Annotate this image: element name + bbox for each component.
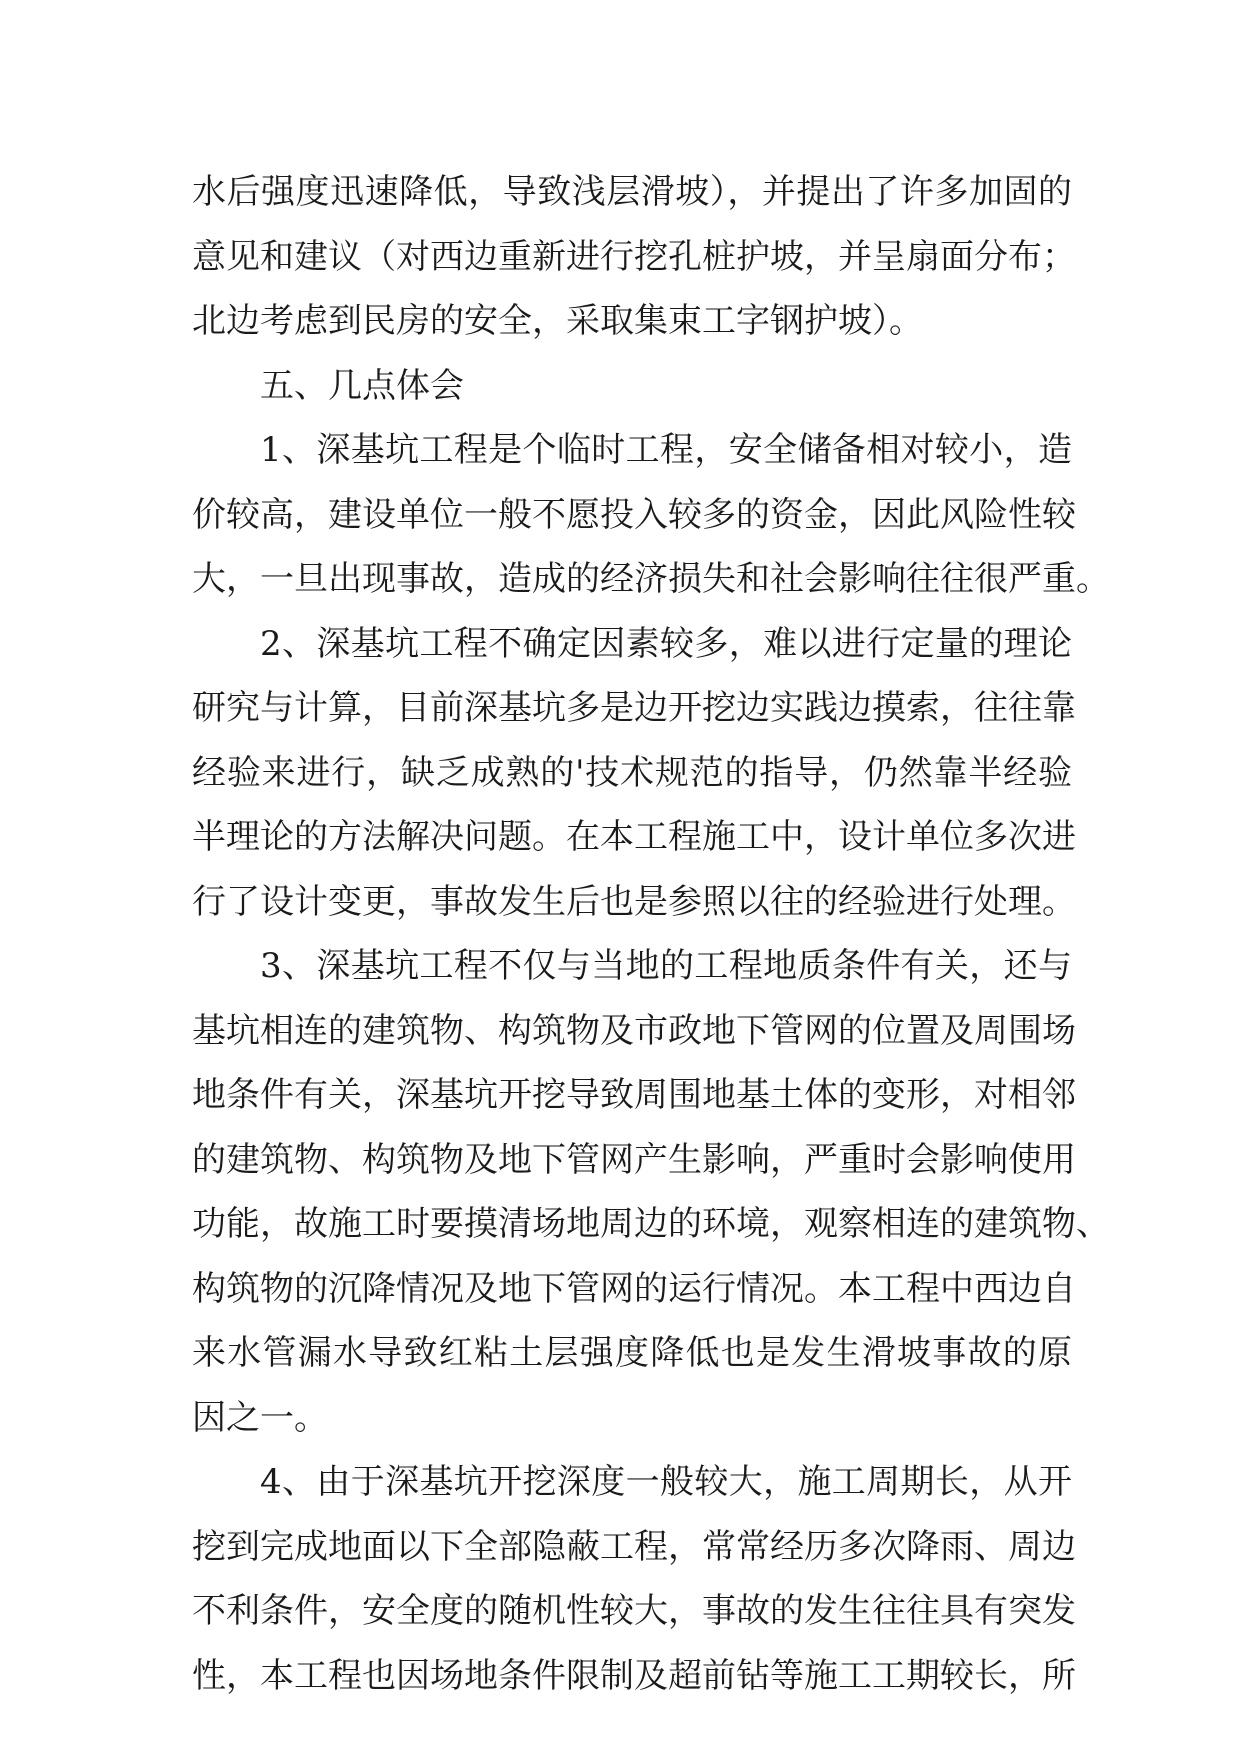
text-line: 2、深基坑工程不确定因素较多，难以进行定量的理论: [260, 623, 1072, 664]
text-line: 北边考虑到民房的安全，采取集束工字钢护坡）。: [192, 301, 923, 341]
text-line: 半理论的方法解决问题。在本工程施工中，设计单位多次进: [192, 817, 1076, 857]
text-line: 功能，故施工时要摸清场地周边的环境，观察相连的建筑物、: [192, 1204, 1110, 1244]
text-line: 挖到完成地面以下全部隐蔽工程，常常经历多次降雨、周边: [192, 1526, 1076, 1567]
text-line: 研究与计算，目前深基坑多是边开挖边实践边摸索，往往靠: [192, 688, 1076, 728]
document-body: [192, 160, 1110, 1708]
text-line: 地条件有关，深基坑开挖导致周围地基土体的变形，对相邻: [192, 1075, 1076, 1115]
text-line: 行了设计变更，事故发生后也是参照以往的经验进行处理。: [192, 881, 1076, 922]
text-line: 水后强度迅速降低，导致浅层滑坡），并提出了许多加固的: [192, 172, 1072, 212]
text-line: 1、深基坑工程是个临时工程，安全储备相对较小，造: [260, 430, 1072, 470]
text-line: 五、几点体会: [260, 365, 464, 406]
text-line: 价较高，建设单位一般不愿投入较多的资金，因此风险性较: [192, 494, 1076, 535]
text-line: 因之一。: [192, 1397, 328, 1438]
text-line: 经验来进行，缺乏成熟的'技术规范的指导，仍然靠半经验: [192, 752, 1072, 793]
text-line: 构筑物的沉降情况及地下管网的运行情况。本工程中西边自: [192, 1268, 1076, 1309]
text-line: 不利条件，安全度的随机性较大，事故的发生往往具有突发: [192, 1591, 1076, 1631]
text-line: 的建筑物、构筑物及地下管网产生影响，严重时会影响使用: [192, 1139, 1076, 1180]
text-line: 性，本工程也因场地条件限制及超前钻等施工工期较长，所: [192, 1655, 1076, 1696]
text-line: 意见和建议（对西边重新进行挖孔桩护坡，并呈扇面分布；: [192, 236, 1076, 277]
text-line: 4、由于深基坑开挖深度一般较大，施工周期长，从开: [260, 1462, 1072, 1502]
text-line: 3、深基坑工程不仅与当地的工程地质条件有关，还与: [260, 946, 1072, 986]
text-line: 来水管漏水导致红粘土层强度降低也是发生滑坡事故的原: [192, 1333, 1072, 1373]
text-line: 大，一旦出现事故，造成的经济损失和社会影响往往很严重。: [192, 559, 1110, 599]
text-line: 基坑相连的建筑物、构筑物及市政地下管网的位置及周围场: [192, 1010, 1076, 1051]
